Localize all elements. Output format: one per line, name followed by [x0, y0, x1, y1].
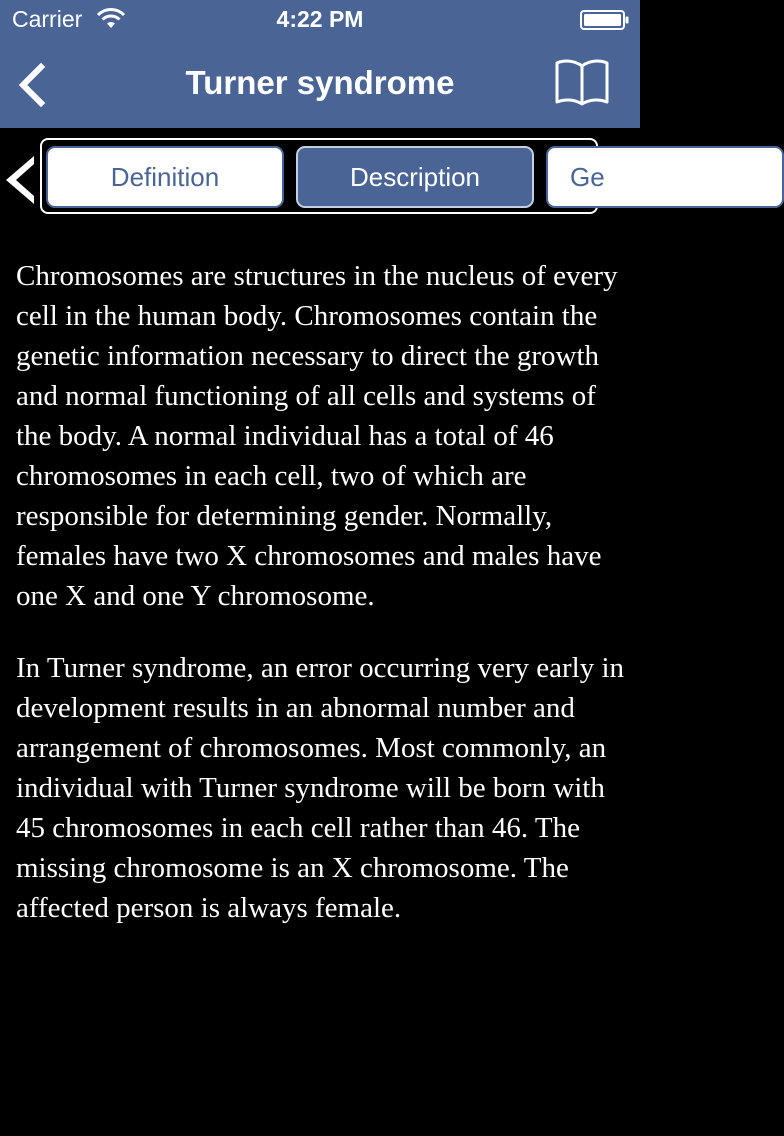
bookmarks-button[interactable] [554, 56, 610, 108]
paragraph-2: In Turner syndrome, an error occurring very early in development results in an abnormal number and arrangement of chromosomes. Most commonly, an individual with Turner syndrome will be born with 45 chromosomes in each cell rather than 46. The missing chromosome is an X chromosome. The affected person is always female. [16, 652, 625, 924]
scroll-left-arrow[interactable] [2, 152, 38, 208]
section-tab-bar [0, 128, 640, 228]
clock-time: 4:22 PM [276, 6, 364, 32]
back-button[interactable] [10, 60, 54, 110]
tab-definition[interactable]: Definition [46, 146, 284, 208]
tab-genetics[interactable]: Ge [546, 146, 784, 208]
tabs-container [40, 138, 605, 214]
open-book-icon [554, 56, 610, 108]
status-bar [0, 0, 640, 40]
chevron-left-icon [17, 63, 47, 107]
description-text [16, 256, 624, 960]
carrier-label: Carrier [12, 6, 83, 32]
scroll-right-arrow[interactable] [603, 152, 639, 208]
battery-icon [580, 10, 630, 30]
navigation-bar [0, 0, 640, 128]
tab-description[interactable]: Description [296, 146, 534, 208]
paragraph-1: Chromosomes are structures in the nucleus of every cell in the human body. Chromosomes contain the genetic information necessary to direct the growth and normal functioning of all cells and systems of the body. A normal individual has a total of 46 chromosomes in each cell, two of which are responsible for determining gender. Normally, females have two X chromosomes and males have one X and one Y chromosome. [16, 260, 618, 612]
page-title: Turner syndrome [185, 64, 455, 101]
